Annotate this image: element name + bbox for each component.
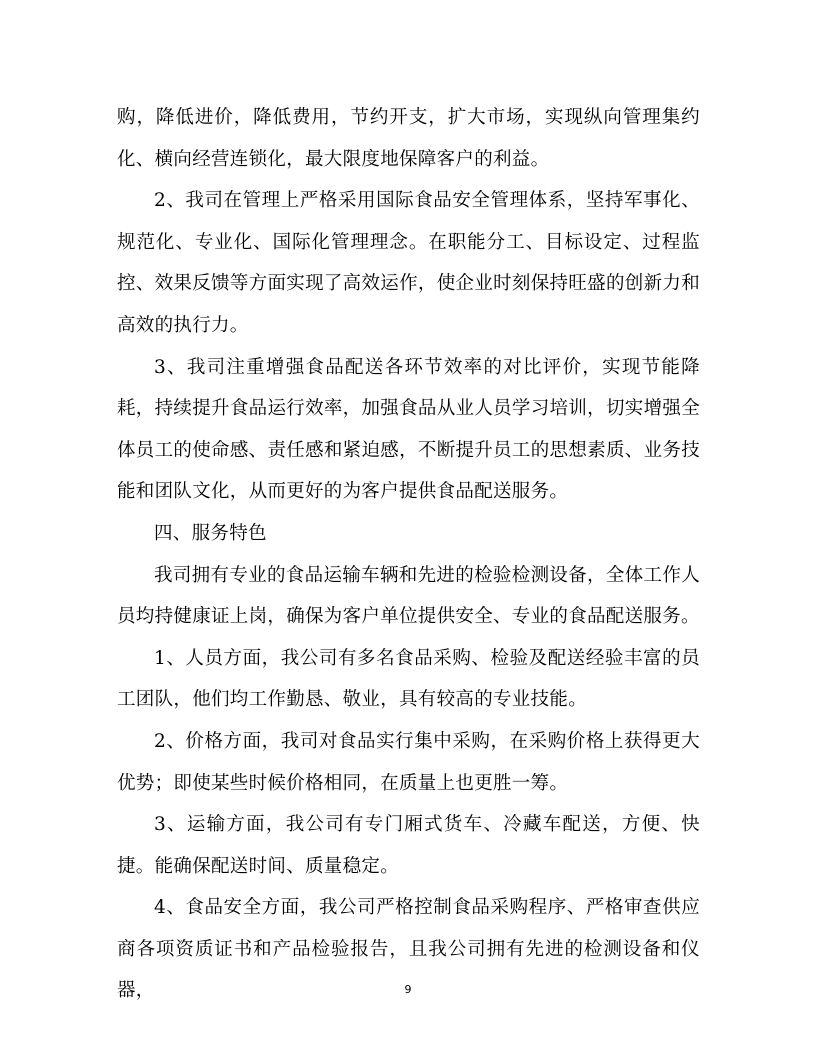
- paragraph-transport: 3、运输方面，我公司有专门厢式货车、冷藏车配送，方便、快捷。能确保配送时间、质量稳定。: [117, 814, 700, 877]
- paragraph-continuation: 购，降低进价，降低费用，节约开支，扩大市场，实现纵向管理集约化、横向经营连锁化，最大限度地保障客户的利益。: [117, 107, 700, 170]
- paragraph-price: 2、价格方面，我司对食品实行集中采购，在采购价格上获得更大优势；即使某些时候价格相同，在质量上也更胜一筹。: [117, 730, 700, 794]
- document-body: [117, 97, 700, 1012]
- page-number: 9: [404, 983, 412, 996]
- paragraph-management-system: 2、我司在管理上严格采用国际食品安全管理体系，坚持军事化、规范化、专业化、国际化管理理念。在职能分工、目标设定、过程监控、效果反馈等方面实现了高效运作，使企业时刻保持旺盛的创新力和高效的执行力。: [117, 190, 700, 336]
- section-heading-service-features: 四、服务特色: [154, 522, 267, 544]
- paragraph-service-intro: 我司拥有专业的食品运输车辆和先进的检验检测设备，全体工作人员均持健康证上岗，确保为客户单位提供安全、专业的食品配送服务。: [117, 564, 700, 628]
- paragraph-efficiency: 3、我司注重增强食品配送各环节效率的对比评价，实现节能降耗，持续提升食品运行效率，加强食品从业人员学习培训，切实增强全体员工的使命感、责任感和紧迫感，不断提升员工的思想素质、业务技能和团队文化，从而更好的为客户提供食品配送服务。: [117, 356, 700, 503]
- paragraph-food-safety: 4、食品安全方面，我公司严格控制食品采购程序、严格审查供应商各项资质证书和产品检验报告，且我公司拥有先进的检测设备和仪器，: [117, 897, 700, 1002]
- paragraph-personnel: 1、人员方面，我公司有多名食品采购、检验及配送经验丰富的员工团队，他们均工作勤恳、敬业，具有较高的专业技能。: [117, 647, 700, 711]
